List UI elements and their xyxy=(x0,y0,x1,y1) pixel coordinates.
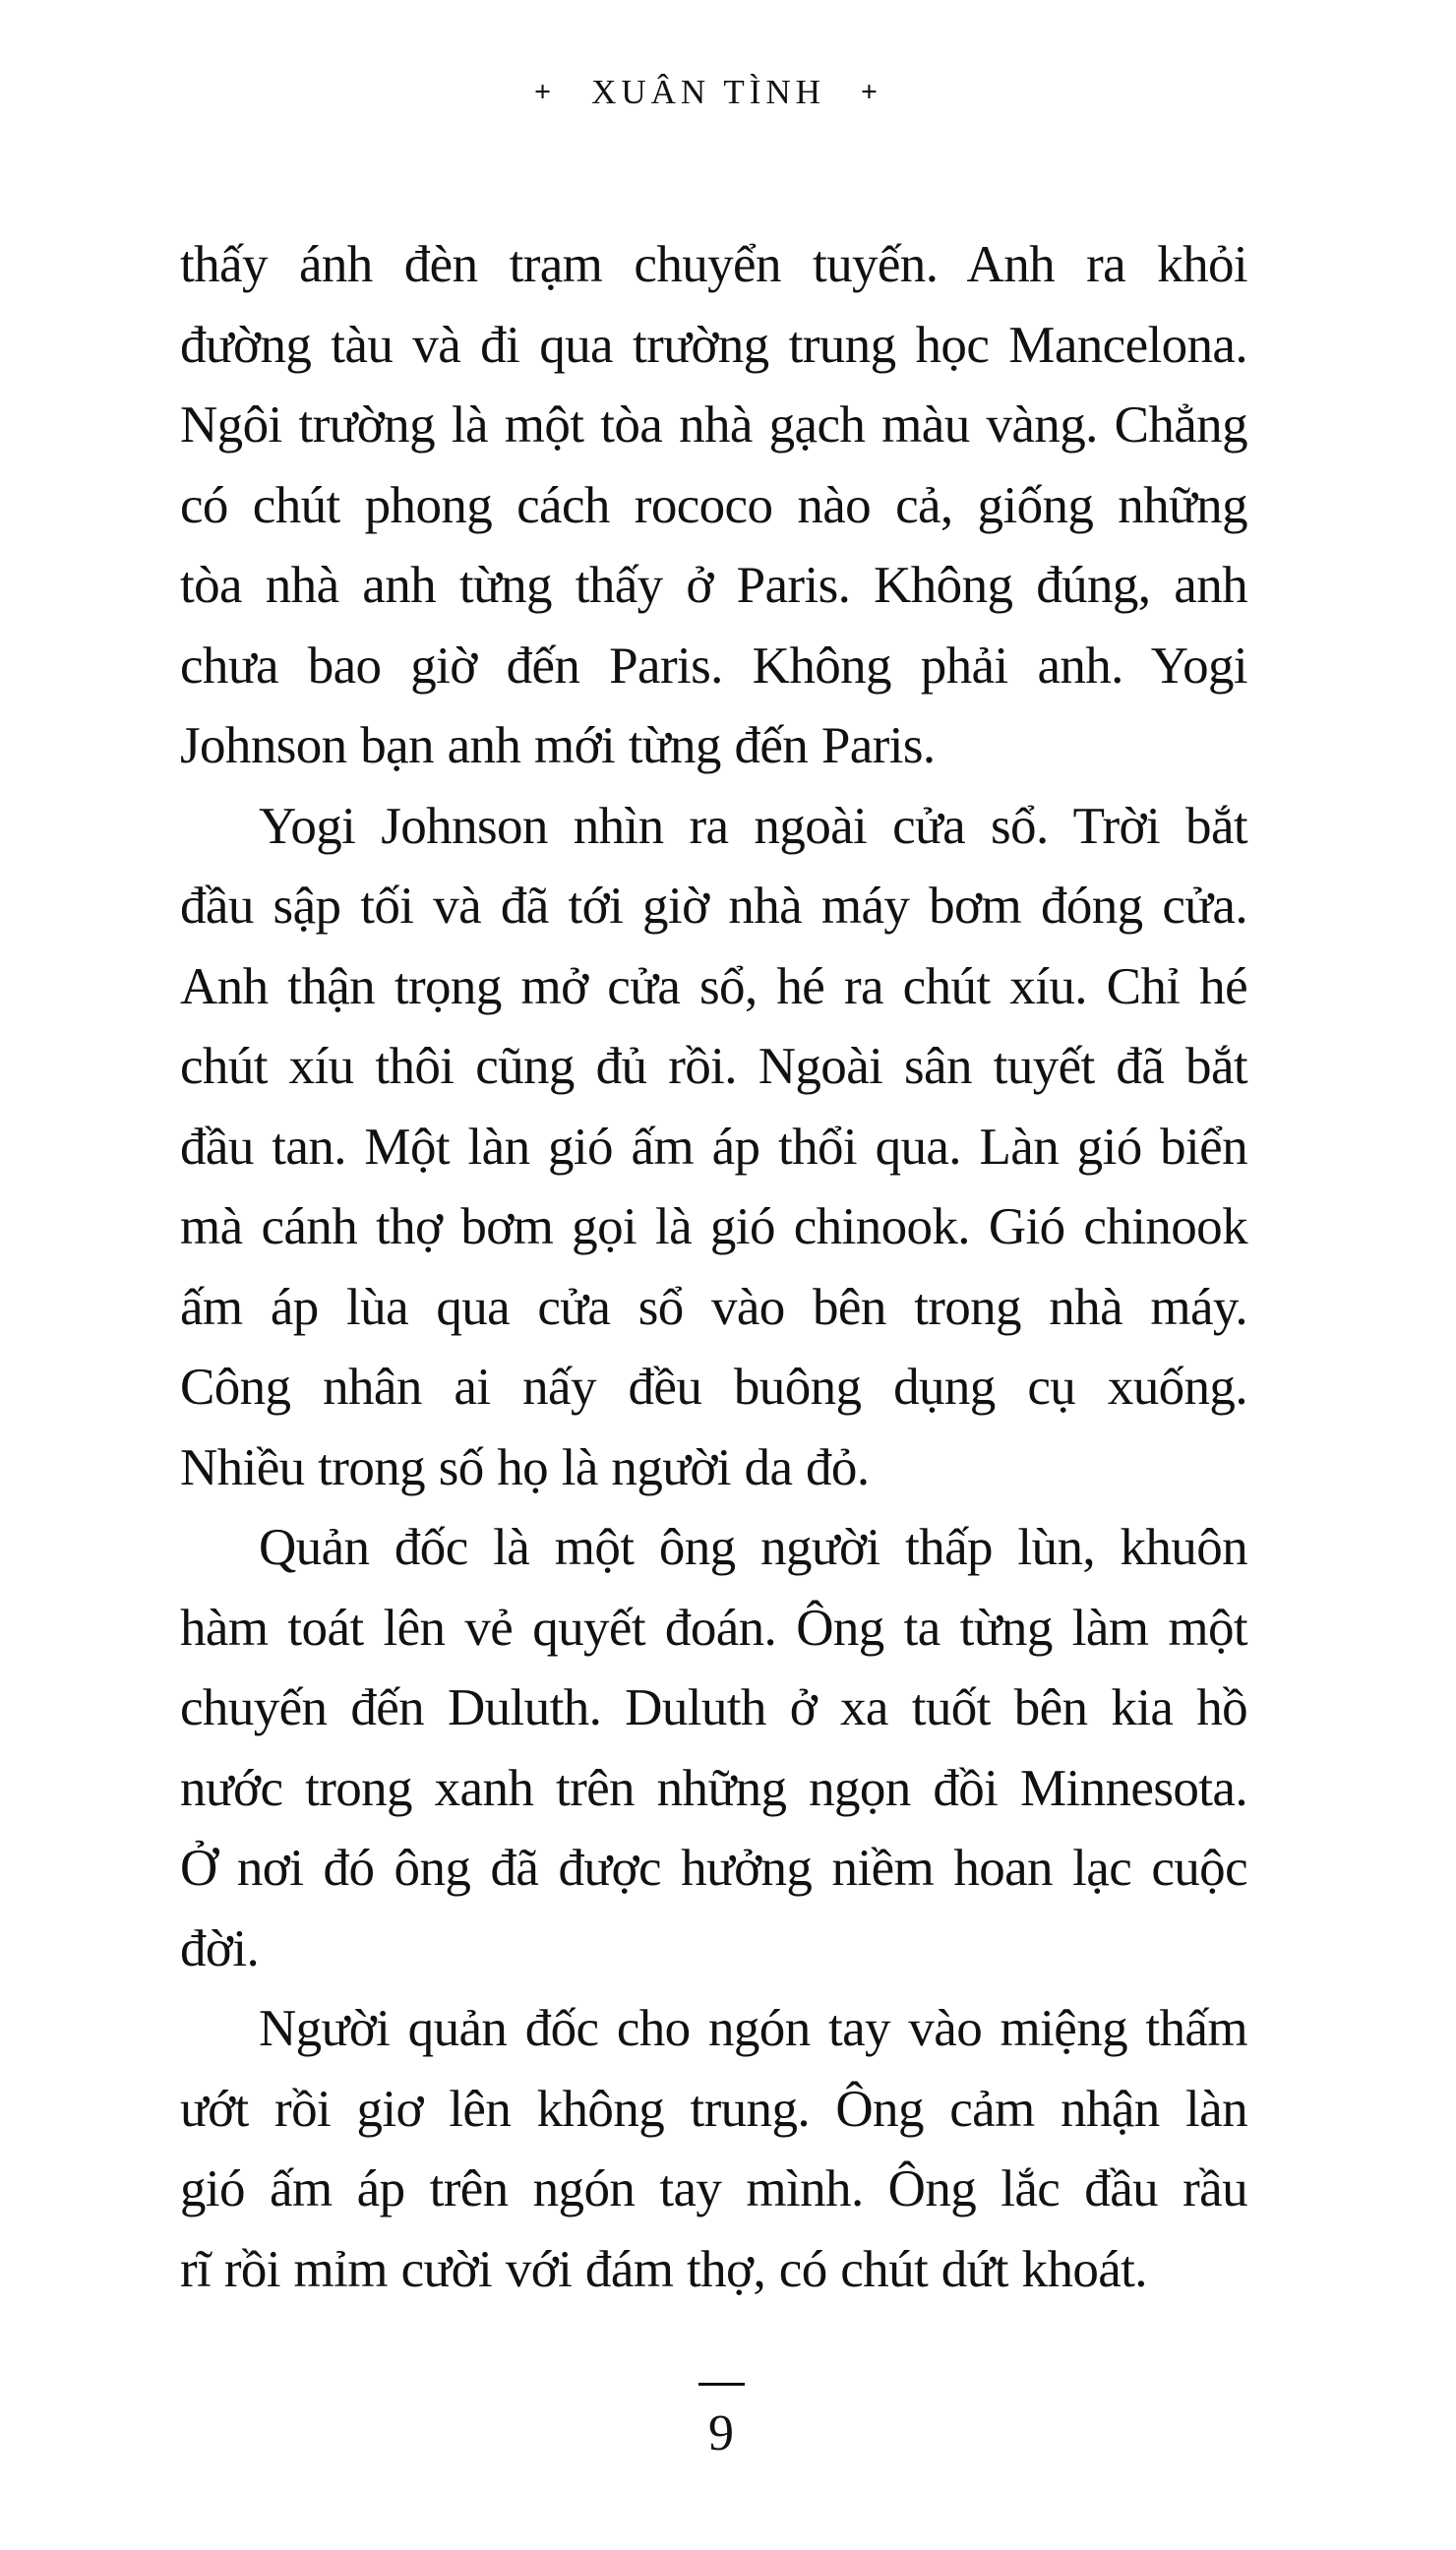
text-line: có chút phong cách rococo nào cả, giống những xyxy=(180,477,1247,534)
text-line: nước trong xanh trên những ngọn đồi Minnesota. xyxy=(180,1760,1247,1817)
text-line: chút xíu thôi cũng đủ rồi. Ngoài sân tuyết đã bắt xyxy=(180,1038,1247,1095)
text-line: Yogi Johnson nhìn ra ngoài cửa sổ. Trời bắt xyxy=(259,798,1247,855)
text-line: mà cánh thợ bơm gọi là gió chinook. Gió chinook xyxy=(180,1198,1247,1255)
text-line: thấy ánh đèn trạm chuyển tuyến. Anh ra khỏi xyxy=(180,236,1247,293)
text-line: Ngôi trường là một tòa nhà gạch màu vàng. Chẳng xyxy=(180,396,1247,454)
text-line: Anh thận trọng mở cửa sổ, hé ra chút xíu. Chỉ hé xyxy=(180,958,1247,1015)
text-line: hàm toát lên vẻ quyết đoán. Ông ta từng làm một xyxy=(180,1600,1247,1657)
text-line: Công nhân ai nấy đều buông dụng cụ xuống. xyxy=(180,1359,1247,1416)
text-line: Johnson bạn anh mới từng đến Paris. xyxy=(180,717,936,774)
text-line: ướt rồi giơ lên không trung. Ông cảm nhận làn xyxy=(180,2081,1247,2138)
chapter-title: XUÂN TÌNH xyxy=(591,73,825,111)
ornament-cross-icon-right: + xyxy=(860,76,883,108)
text-line: ấm áp lùa qua cửa sổ vào bên trong nhà máy. xyxy=(180,1279,1247,1336)
text-line: đời. xyxy=(180,1920,260,1977)
text-line: đầu sập tối và đã tới giờ nhà máy bơm đóng cửa. xyxy=(180,878,1247,935)
text-line: gió ấm áp trên ngón tay mình. Ông lắc đầu rầu xyxy=(180,2160,1247,2217)
ornament-cross-icon-left: + xyxy=(533,76,557,108)
text-line: đường tàu và đi qua trường trung học Mancelona. xyxy=(180,317,1247,374)
page-number-rule xyxy=(698,2383,745,2386)
page-number: 9 xyxy=(708,2405,734,2461)
text-line: tòa nhà anh từng thấy ở Paris. Không đúng, anh xyxy=(180,557,1247,614)
running-header xyxy=(0,71,1417,116)
text-line: đầu tan. Một làn gió ấm áp thổi qua. Làn gió biển xyxy=(180,1119,1247,1176)
text-line: Người quản đốc cho ngón tay vào miệng thấm xyxy=(259,2000,1247,2057)
text-line: rĩ rồi mỉm cười với đám thợ, có chút dứt khoát. xyxy=(180,2241,1147,2298)
text-line: Quản đốc là một ông người thấp lùn, khuôn xyxy=(259,1519,1247,1576)
text-line: chuyến đến Duluth. Duluth ở xa tuốt bên kia hồ xyxy=(180,1679,1247,1736)
text-line: Ở nơi đó ông đã được hưởng niềm hoan lạc cuộc xyxy=(180,1840,1247,1897)
text-line: Nhiều trong số họ là người da đỏ. xyxy=(180,1439,870,1496)
text-line: chưa bao giờ đến Paris. Không phải anh. Yogi xyxy=(180,638,1247,695)
